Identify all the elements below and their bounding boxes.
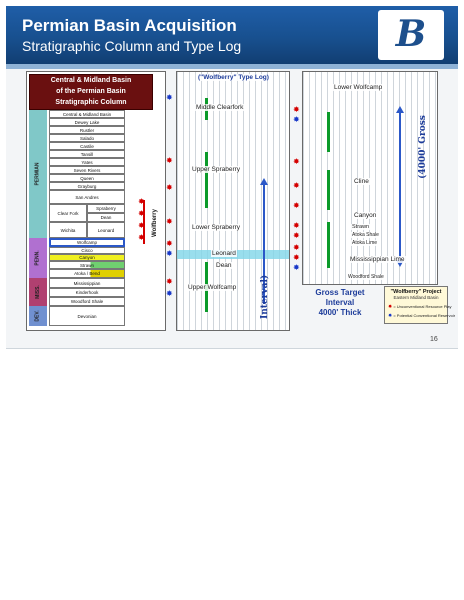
header-stripe [6, 64, 458, 69]
star-icon: ✸ [293, 157, 300, 166]
star-icon: ✸ [166, 249, 173, 258]
arrow-up-icon [396, 106, 404, 113]
star-icon: ✸ [293, 231, 300, 240]
strat-unit: Yates [49, 158, 125, 166]
star-icon: ✸ [166, 183, 173, 192]
star-icon: ✸ [166, 217, 173, 226]
legend-box [384, 286, 456, 324]
star-icon: ✸ [293, 105, 300, 114]
star-icon: ✸ [138, 221, 145, 230]
strat-unit: Cisco [49, 247, 125, 254]
log-formation: Upper Wolfcamp [188, 284, 237, 291]
strat-column-panel [26, 71, 166, 331]
log-formation: Atoka Lime [352, 240, 378, 246]
log-formation: Lower Spraberry [192, 224, 241, 231]
target-line: Interval [325, 298, 355, 307]
deep-log-panel [302, 71, 438, 285]
strat-unit: Central & Midland Basin [49, 110, 125, 118]
strat-unit: Canyon [49, 254, 125, 261]
gross-label: (4000' Gross [418, 115, 428, 179]
target-line: 4000' Thick [318, 308, 362, 317]
green-marker-line [327, 112, 330, 152]
star-icon: ✸ [293, 263, 300, 272]
log-formation: Leonard [212, 250, 236, 257]
strat-unit: Seven Rivers [49, 166, 125, 174]
type-log-panel [176, 71, 290, 331]
strat-header-line: of the Permian Basin [56, 88, 126, 95]
strat-unit: Leonard [87, 222, 125, 238]
page-number: 16 [430, 336, 438, 343]
company-logo [378, 10, 444, 60]
strat-unit: Salado [49, 134, 125, 142]
slide-header [6, 6, 458, 64]
strat-unit: Rustler [49, 126, 125, 134]
strat-column-header [29, 74, 153, 110]
log-formation: Dean [216, 262, 232, 269]
gross-target-text [302, 288, 378, 318]
strat-unit: Dean [87, 213, 125, 222]
strat-unit: Grayburg [49, 182, 125, 190]
slide-title: Permian Basin Acquisition [22, 16, 237, 35]
log-formation: Mississippian Lime [350, 256, 405, 263]
era-dev: DEV. [29, 306, 47, 326]
strat-unit: Wolfcamp [49, 238, 125, 247]
log-formation: Atoka Shale [352, 232, 379, 238]
strat-unit: Atoka / Bend [49, 269, 125, 278]
star-icon: ✸ [293, 221, 300, 230]
legend-item: ✸ = Unconventional Resource Play [388, 304, 452, 310]
era-permian: PERMIAN [29, 110, 47, 238]
legend-subtitle: Eastern Midland Basin [393, 295, 439, 300]
log-formation: Lower Wolfcamp [334, 84, 383, 91]
strat-unit: Spraberry [87, 204, 125, 213]
strat-unit: Mississippian [49, 278, 125, 288]
strat-unit: Queen [49, 174, 125, 182]
strat-unit: Tansill [49, 150, 125, 158]
strat-unit: San Andres [49, 190, 125, 204]
strat-unit: Kinderhook [49, 288, 125, 297]
strat-unit: Wichita [49, 222, 87, 238]
star-icon: ✸ [388, 313, 393, 319]
star-icon: ✸ [293, 181, 300, 190]
log-formation: Canyon [354, 212, 377, 219]
log-formation: Strawn [352, 224, 370, 230]
log-formation: Woodford Shale [348, 274, 384, 280]
star-icon: ✸ [293, 253, 300, 262]
star-icon: ✸ [138, 197, 145, 206]
era-penn: PENN. [29, 238, 47, 278]
star-icon: ✸ [166, 277, 173, 286]
strat-header-line: Stratigraphic Column [55, 99, 127, 106]
star-icon: ✸ [293, 115, 300, 124]
star-icon: ✸ [138, 233, 145, 242]
strat-unit: Dewey Lake [49, 118, 125, 126]
type-log-title: ("Wolfberry" Type Log) [198, 74, 269, 81]
green-marker-line [327, 170, 330, 210]
green-marker-line [327, 222, 330, 268]
star-icon: ✸ [166, 239, 173, 248]
star-icon: ✸ [293, 243, 300, 252]
strat-unit: Devonian [49, 306, 125, 326]
legend-title: "Wolfberry" Project [390, 289, 442, 295]
log-formation: Upper Spraberry [192, 166, 241, 173]
arrow-up-icon [260, 178, 268, 185]
era-miss: MISS. [29, 278, 47, 306]
logo-letter: B [395, 13, 427, 55]
strat-unit: Clear Fork [49, 204, 87, 222]
slide-subtitle: Stratigraphic Column and Type Log [22, 38, 242, 54]
star-icon: ✸ [138, 209, 145, 218]
legend-item: ✸ = Potential Conventional Reservoir [388, 313, 456, 319]
star-icon: ✸ [166, 289, 173, 298]
blue-arrow-line [399, 112, 401, 262]
star-icon: ✸ [293, 201, 300, 210]
slide [6, 6, 458, 349]
wolfberry-label: Wolfberry [152, 209, 158, 237]
strat-unit: Woodford Shale [49, 297, 125, 306]
star-icon: ✸ [166, 156, 173, 165]
interval-label: Interval) [260, 274, 270, 319]
strat-header-line: Central & Midland Basin [50, 77, 132, 84]
target-line: Gross Target [315, 288, 365, 297]
star-icon: ✸ [388, 304, 393, 310]
log-formation: Cline [354, 178, 369, 185]
star-icon: ✸ [166, 93, 173, 102]
strat-unit: Castile [49, 142, 125, 150]
strat-unit: Strawn [49, 261, 125, 269]
log-formation: Middle Clearfork [196, 104, 244, 111]
green-marker-line [205, 152, 208, 208]
